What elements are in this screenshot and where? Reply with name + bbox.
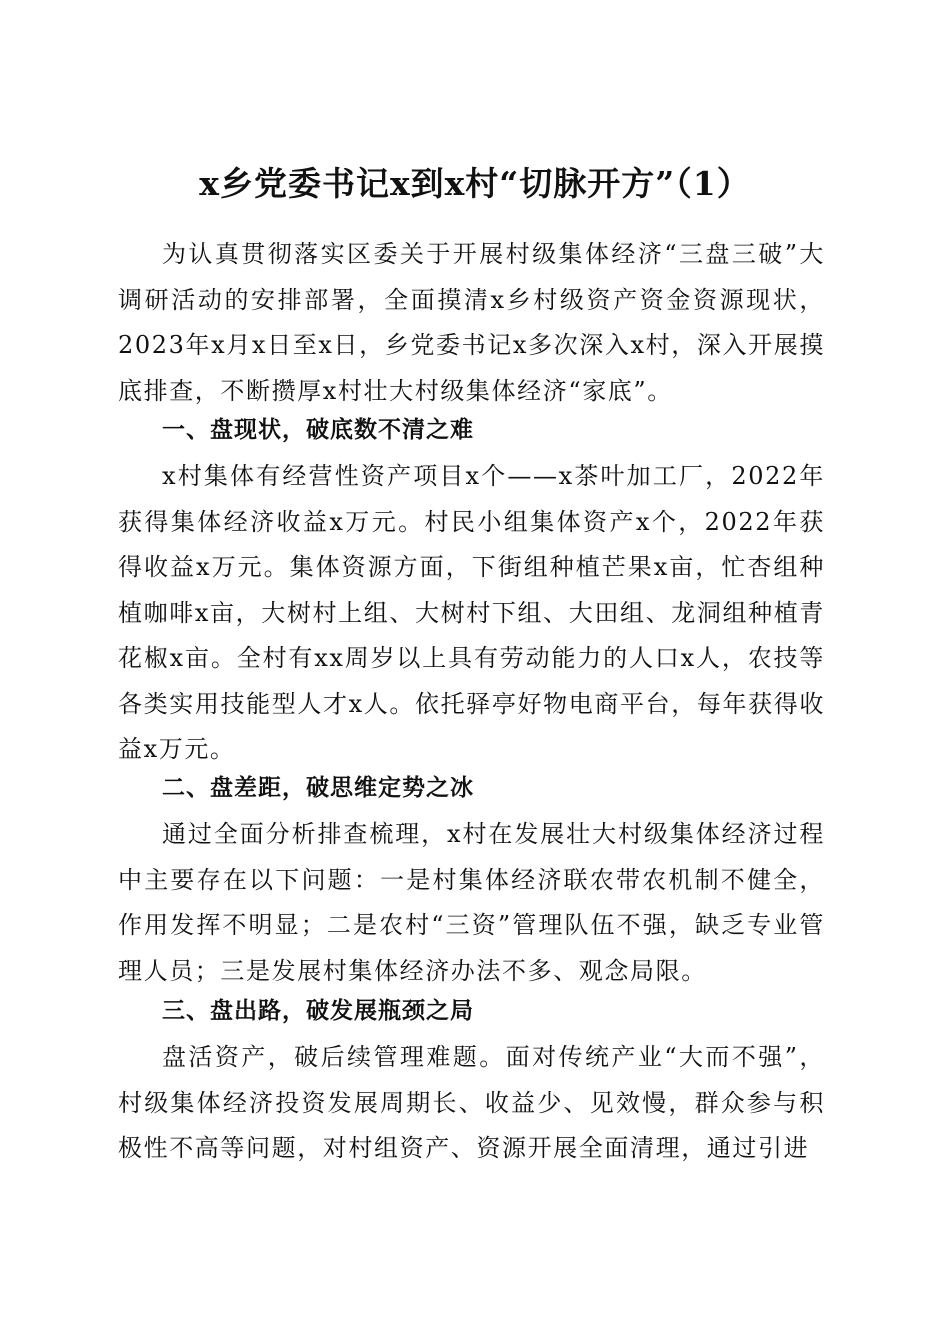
section-3-paragraph: 盘活资产，破后续管理难题。面对传统产业“大而不强”，村级集体经济投资发展周期长、收益少、见效慢，群众参与积极性不高等问题，对村组资产、资源开展全面清理，通过引进: [118, 1043, 825, 1162]
section-1-paragraph: x村集体有经营性资产项目x个——x茶叶加工厂，2022年获得集体经济收益x万元。村民小组集体资产x个，2022年获得收益x万元。集体资源方面，下街组种植芒果x亩，忙杏组种植咖啡x亩，大树村上组、大树村下组、大田组、龙洞组种植青花椒x亩。全村有xx周岁以上具有劳动能力的人口x人，农技等各类实用技能型人才x人。依托驿亭好物电商平台，每年获得收益x万元。: [118, 462, 825, 763]
section-1-heading: 一、盘现状，破底数不清之难: [162, 417, 474, 443]
section-2-paragraph: 通过全面分析排查梳理，x村在发展壮大村级集体经济过程中主要存在以下问题：一是村集体经济联农带农机制不健全，作用发挥不明显；二是农村“三资”管理队伍不强，缺乏专业管理人员；三是发展村集体经济办法不多、观念局限。: [118, 820, 825, 985]
intro-paragraph: 为认真贯彻落实区委关于开展村级集体经济“三盘三破”大调研活动的安排部署，全面摸清x乡村级资产资金资源现状，2023年x月x日至x日，乡党委书记x多次深入x村，深入开展摸底排查，不断攒厚x村壮大村级集体经济“家底”。: [118, 240, 825, 405]
section-3-heading: 三、盘出路，破发展瓶颈之局: [162, 998, 474, 1024]
document-title: x乡党委书记x到x村“切脉开方”（1）: [199, 164, 751, 204]
section-2-heading: 二、盘差距，破思维定势之冰: [162, 775, 474, 801]
